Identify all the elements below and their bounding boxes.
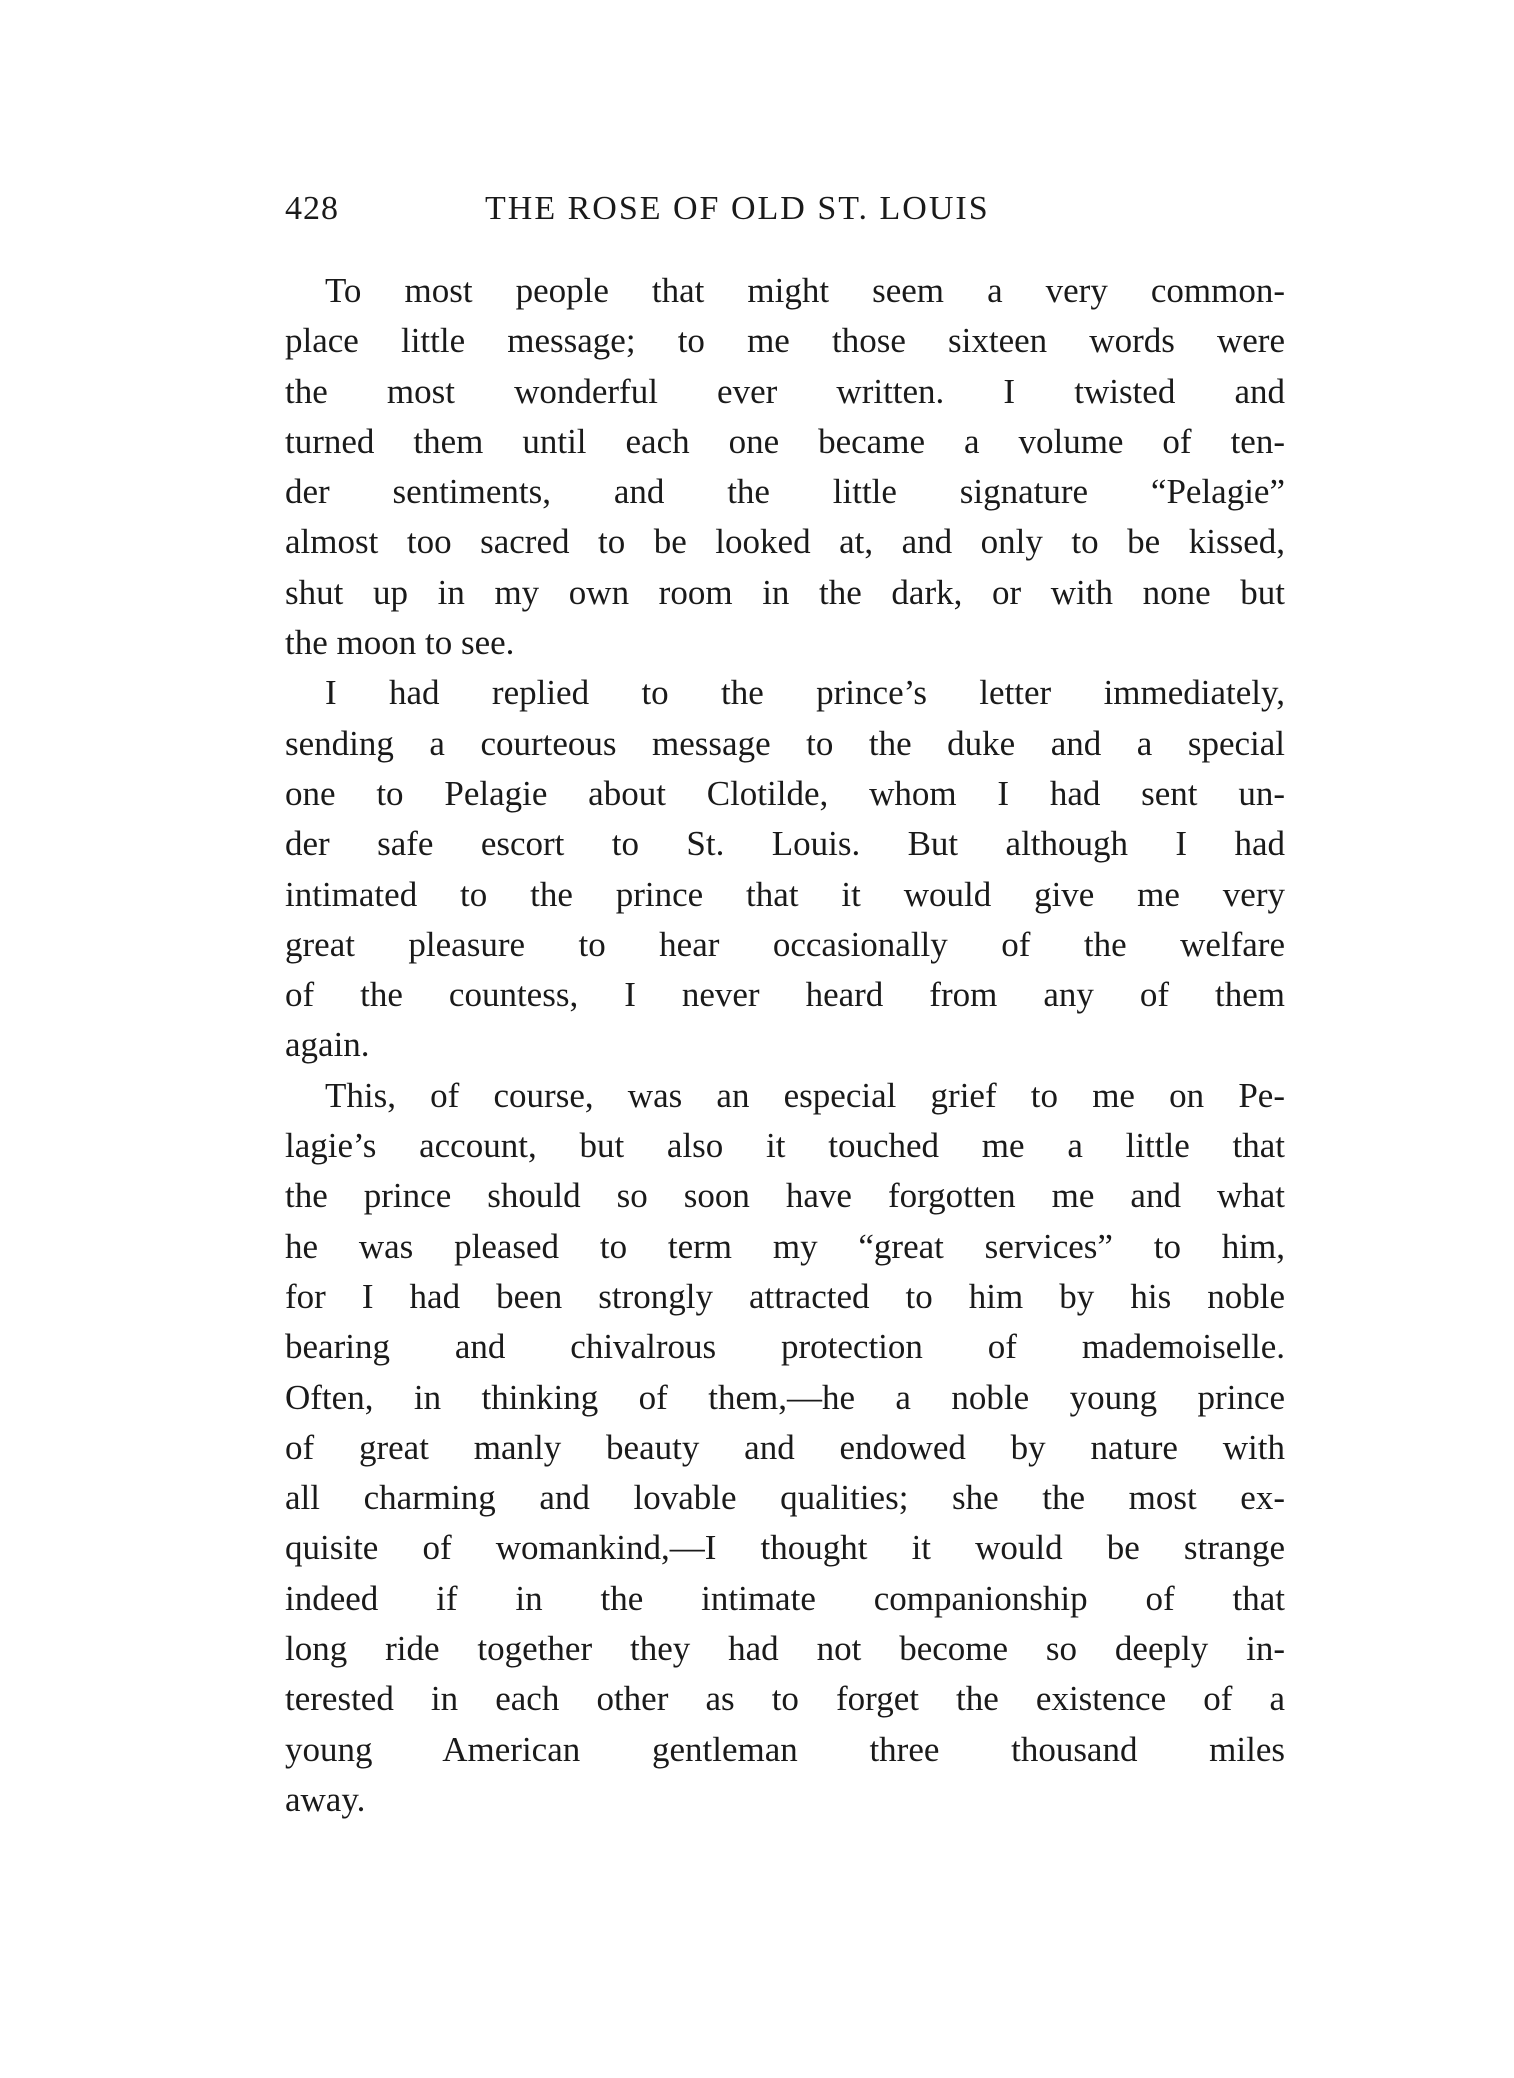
text-line: der safe escort to St. Louis. But although I had [285, 824, 1285, 864]
text-line: of the countess, I never heard from any of them [285, 975, 1285, 1015]
text-line: young American gentleman three thousand miles [285, 1729, 1285, 1769]
text-line: almost too sacred to be looked at, and only to be kissed, [285, 522, 1285, 562]
text-line: To most people that might seem a very common- [325, 271, 1285, 310]
text-line: away. [285, 1779, 366, 1819]
text-line: lagie’s account, but also it touched me a little that [285, 1126, 1285, 1166]
text-line: the prince should so soon have forgotten me and what [285, 1176, 1285, 1216]
text-line: Often, in thinking of them,—he a noble young prince [285, 1377, 1285, 1417]
text-line: indeed if in the intimate companionship of that [285, 1578, 1285, 1618]
text-line: again. [285, 1025, 370, 1065]
text-line: turned them until each one became a volume of ten- [285, 421, 1285, 461]
text-line: intimated to the prince that it would give me very [285, 874, 1285, 914]
text-line: he was pleased to term my “great services” to him, [285, 1226, 1285, 1266]
text-line: quisite of womankind,—I thought it would be strange [285, 1528, 1285, 1568]
text-line: of great manly beauty and endowed by nature with [285, 1427, 1285, 1467]
text-line: the most wonderful ever written. I twisted and [285, 371, 1285, 411]
text-line: der sentiments, and the little signature “Pelagie” [285, 472, 1285, 512]
page-number: 428 [285, 190, 339, 227]
text-line: for I had been strongly attracted to him by his noble [285, 1276, 1285, 1316]
text-line: sending a courteous message to the duke and a special [285, 723, 1285, 763]
text-line: shut up in my own room in the dark, or with none but [285, 572, 1285, 612]
running-title: THE ROSE OF OLD ST. LOUIS [485, 190, 990, 227]
text-line: bearing and chivalrous protection of mademoiselle. [285, 1327, 1285, 1367]
text-line: great pleasure to hear occasionally of the welfare [285, 924, 1285, 964]
text-line: I had replied to the prince’s letter immediately, [325, 673, 1285, 713]
text-line: long ride together they had not become so deeply in- [285, 1629, 1285, 1669]
text-line: all charming and lovable qualities; she the most ex- [285, 1478, 1285, 1518]
text-line: one to Pelagie about Clotilde, whom I had sent un- [285, 773, 1285, 813]
page-header [285, 190, 1285, 240]
text-line: place little message; to me those sixteen words were [285, 321, 1285, 361]
text-line: the moon to see. [285, 623, 515, 663]
body-text [285, 266, 1285, 1825]
text-line: terested in each other as to forget the existence of a [285, 1679, 1285, 1719]
text-line: This, of course, was an especial grief to me on Pe- [325, 1075, 1285, 1115]
